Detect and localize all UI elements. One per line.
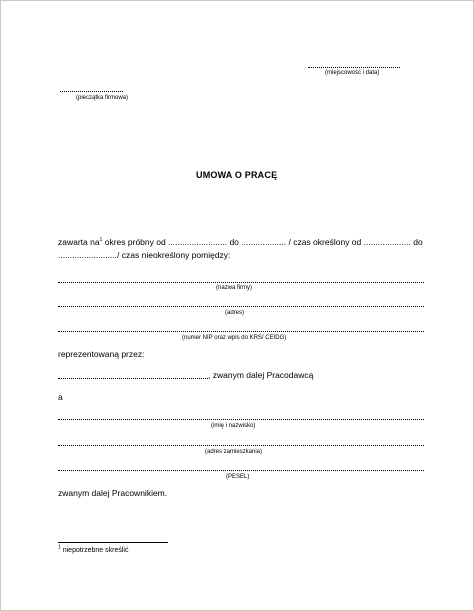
- conjunction-a: a: [58, 392, 63, 402]
- footnote-ref: 1: [99, 237, 103, 244]
- place-date-label: (miejscowość i data): [325, 70, 380, 76]
- page-title: UMOWA O PRACĘ: [196, 170, 278, 180]
- place-date-line: [308, 67, 400, 68]
- intro-line-1: [58, 237, 423, 247]
- employee-address-label: (adres zamieszkania): [205, 449, 263, 455]
- company-name-label: (nazwa firmy): [216, 285, 253, 291]
- intro-text-b: okres próbny od ......................... do ................... / czas określony od .................... do: [102, 237, 423, 247]
- intro-line-2: ........................./ czas nieokreślony pomiędzy:: [58, 250, 231, 260]
- called-employer-text: , zwanym dalej Pracodawcą: [208, 370, 314, 380]
- footnote-rule: [58, 542, 168, 543]
- stamp-line: [60, 91, 123, 92]
- company-address-line[interactable]: [58, 306, 424, 307]
- footnote: [58, 544, 129, 554]
- called-employee-text: zwanym dalej Pracownikiem.: [58, 488, 168, 498]
- employee-address-line[interactable]: [58, 445, 424, 446]
- employee-name-label: (imię i nazwisko): [211, 423, 256, 429]
- stamp-label: (pieczątka firmowa): [76, 95, 129, 101]
- representative-line[interactable]: [58, 378, 208, 379]
- footnote-number: 1: [58, 544, 61, 551]
- company-name-line[interactable]: [58, 282, 424, 283]
- pesel-line[interactable]: [58, 470, 424, 471]
- company-address-label: (adres): [225, 310, 245, 316]
- nip-line[interactable]: [58, 331, 424, 332]
- pesel-label: (PESEL): [226, 474, 250, 480]
- intro-text-a: zawarta na: [58, 237, 100, 247]
- footnote-text: niepotrzebne skreślić: [60, 547, 129, 554]
- employee-name-line[interactable]: [58, 419, 424, 420]
- nip-label: (numer NIP oraz wpis do KRS/ CEIDG): [182, 335, 287, 341]
- represented-by-label: reprezentowaną przez:: [58, 349, 145, 359]
